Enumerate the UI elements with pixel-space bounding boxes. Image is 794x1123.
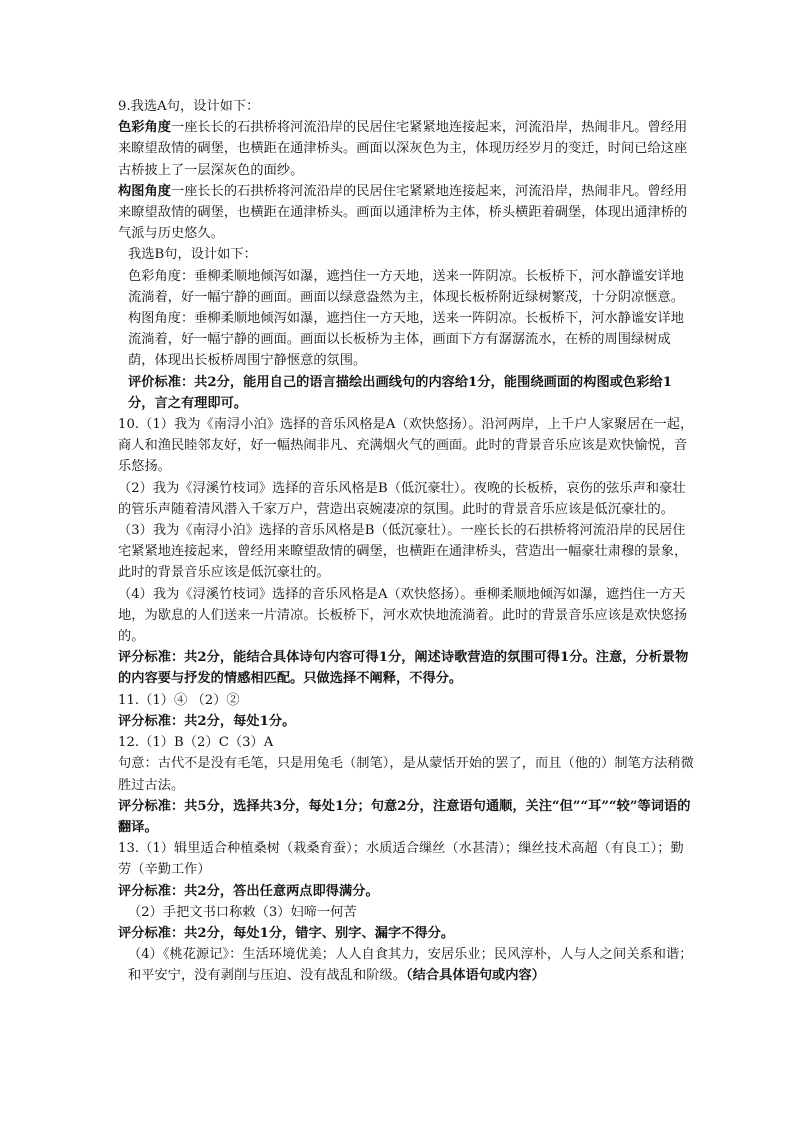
q12-answer: 12.（1）B（2）C（3）A [118, 735, 274, 751]
q13-1-scoring: 评分标准：共2分，答出任意两点即得满分。 [118, 883, 379, 899]
q12-translation: 句意：古代不是没有毛笔，只是用兔毛（制笔），是从蒙恬开始的罢了，而且（他的）制笔方法稍微胜过古法。 [118, 756, 694, 793]
label-composition-angle: 构图角度 [118, 183, 171, 199]
q9-a-color-text: 一座长长的石拱桥将河流沿岸的民居住宅紧紧地连接起来，河流沿岸，热闹非凡。曾经用来瞭望敌情的碉堡，也横距在通津桥头。画面以深灰色为主，体现历经岁月的变迁，时间已给这座古桥披上了一层深灰色的面纱。 [118, 120, 688, 178]
q9-a-color [118, 117, 694, 181]
q9-intro: 9.我选A句，设计如下： [118, 99, 260, 114]
q13-2-3-scoring: 评分标准：共2分，每处1分，错字、别字、漏字不得分。 [118, 925, 455, 941]
q11-scoring: 评分标准：共2分，每处1分。 [118, 713, 296, 729]
q9-b-color: 色彩角度：垂柳柔顺地倾泻如瀑，遮挡住一方天地，送来一阵阴凉。长板桥下，河水静谧安详地流淌着，好一幅宁静的画面。画面以绿意盎然为主，体现长板桥附近绿树繁茂，十分阴凉惬意。 [128, 268, 684, 305]
q12-scoring: 评分标准：共5分，选择共3分，每处1分；句意2分，注意语句通顺，关注“但”“耳”“较”等词语的翻译。 [118, 798, 691, 835]
q13-4-text: （4）《桃花源记》：生活环境优美；人人自食其力，安居乐业；民风淳朴，人与人之间关系和谐；和平安宁，没有剥削与压迫、没有战乱和阶级。 [128, 947, 693, 984]
q13-4 [118, 944, 694, 986]
q10-3: （3）我为《南浔小泊》选择的音乐风格是B（低沉豪壮）。一座长长的石拱桥将河流沿岸的民居住宅紧紧地连接起来，曾经用来瞭望敌情的碉堡，也横距在通津桥头，营造出一幅豪壮肃穆的景象，此时的背景音乐应该是低沉豪壮的。 [118, 523, 688, 581]
q9-b-intro: 我选B句，设计如下： [128, 247, 257, 263]
q13-4-note: （结合具体语句或内容） [406, 968, 546, 984]
q10-2: （2）我为《浔溪竹枝词》选择的音乐风格是B（低沉豪壮）。夜晚的长板桥，哀伤的弦乐声和豪壮的管乐声随着清风潜入千家万户，营造出哀婉凄凉的氛围。此时的背景音乐应该是低沉豪壮的。 [118, 480, 686, 517]
q9-a-composition-text: 一座长长的石拱桥将河流沿岸的民居住宅紧紧地连接起来，河流沿岸，热闹非凡。曾经用来瞭望敌情的碉堡，也横距在通津桥头。画面以通津桥为主体，桥头横距着碉堡，体现出通津桥的气派与历史悠久。 [118, 183, 688, 242]
q13-1: 13.（1）辑里适合种植桑树（栽桑育蚕）；水质适合缫丝（水甚清）；缫丝技术高超（有良工）；勤劳（辛勤工作） [118, 841, 684, 878]
q9-b-composition: 构图角度：垂柳柔顺地倾泻如瀑，遮挡住一方天地，送来一阵阴凉。长板桥下，河水静谧安详地流淌着，好一幅宁静的画面。画面以长板桥为主体，画面下方有潺潺流水，在桥的周围绿树成荫，体现出长板桥周围宁静惬意的氛围。 [128, 311, 684, 369]
q9-scoring: 评价标准：共2分，能用自己的语言描绘出画线句的内容给1分，能围绕画面的构图或色彩给1分，言之有理即可。 [128, 374, 672, 411]
q10-scoring: 评分标准：共2分，能结合具体诗句内容可得1分，阐述诗歌营造的氛围可得1分。注意，分析景物的内容要与抒发的情感相匹配。只做选择不阐释，不得分。 [118, 650, 689, 687]
label-color-angle: 色彩角度 [118, 120, 171, 136]
q11-answer: 11.（1）④ （2）② [118, 692, 240, 708]
q10-1: 10.（1）我为《南浔小泊》选择的音乐风格是A（欢快悠扬）。沿河两岸，上千户人家聚居在一起，商人和渔民睦邻友好，好一幅热闹非凡、充满烟火气的画面。此时的背景音乐应该是欢快愉悦，音乐悠扬。 [118, 417, 694, 475]
q13-2-3: （2）手把文书口称敕（3）妇啼一何苦 [128, 904, 357, 920]
q9-a-composition [118, 181, 694, 245]
q10-4: （4）我为《浔溪竹枝词》选择的音乐风格是A（欢快悠扬）。垂柳柔顺地倾泻如瀑，遮挡住一方天地，为歇息的人们送来一片清凉。长板桥下，河水欢快地流淌着。此时的背景音乐应该是欢快悠扬的。 [118, 586, 688, 645]
